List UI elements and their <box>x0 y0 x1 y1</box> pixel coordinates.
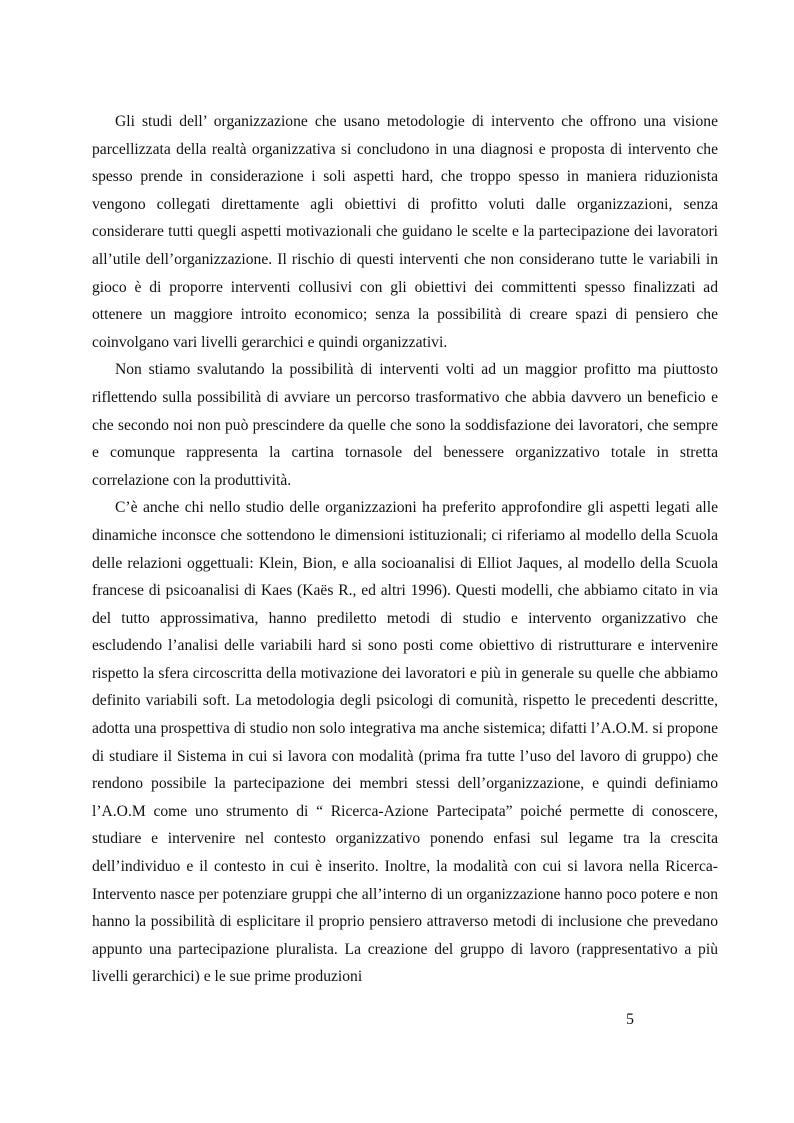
page-number: 5 <box>626 1011 634 1028</box>
paragraph-2: Non stiamo svalutando la possibilità di interventi volti ad un maggior profitto ma piuttosto riflettendo sulla possibilità di avviare un percorso trasformativo che abbia davvero un beneficio e che secondo noi non può prescindere da quelle che sono la soddisfazione dei lavoratori, che sempre e comunque rappresenta la cartina tornasole del benessere organizzativo totale in stretta correlazione con la produttività. <box>92 361 718 489</box>
paragraph-1: Gli studi dell’ organizzazione che usano metodologie di intervento che offrono una visione parcellizzata della realtà organizzativa si concludono in una diagnosi e proposta di intervento che spesso prende in considerazione i soli aspetti hard, che troppo spesso in maniera riduzionista vengono collegati direttamente agli obiettivi di profitto voluti dalle organizzazioni, senza considerare tutti quegli aspetti motivazionali che guidano le scelte e la partecipazione dei lavoratori all’utile dell’organizzazione. Il rischio di questi interventi che non considerano tutte le variabili in gioco è di proporre interventi collusivi con gli obiettivi dei committenti spesso finalizzati ad ottenere un maggiore introito economico; senza la possibilità di creare spazi di pensiero che coinvolgano vari livelli gerarchici e quindi organizzativi. <box>92 113 718 351</box>
paragraph-3: C’è anche chi nello studio delle organizzazioni ha preferito approfondire gli aspetti legati alle dinamiche inconsce che sottendono le dimensioni istituzionali; ci riferiamo al modello della Scuola delle relazioni oggettuali: Klein, Bion, e alla socioanalisi di Elliot Jaques, al modello della Scuola francese di psicoanalisi di Kaes (Kaës R., ed altri 1996). Questi modelli, che abbiamo citato in via del tutto approssimativa, hanno prediletto metodi di studio e intervento organizzativo che escludendo l’analisi delle variabili hard si sono posti come obiettivo di ristrutturare e intervenire rispetto la sfera circoscritta della motivazione dei lavoratori e più in generale su quelle che abbiamo definito variabili soft. La metodologia degli psicologi di comunità, rispetto le precedenti descritte, adotta una prospettiva di studio non solo integrativa ma anche sistemica; difatti l’A.O.M. si propone di studiare il Sistema in cui si lavora con modalità (prima fra tutte l’uso del lavoro di gruppo) che rendono possibile la partecipazione dei membri stessi dell’organizzazione, e quindi definiamo l’A.O.M come uno strumento di “ Ricerca-Azione Partecipata” poiché permette di conoscere, studiare e intervenire nel contesto organizzativo ponendo enfasi sul legame tra la crescita dell’individuo e il contesto in cui è inserito. Inoltre, la modalità con cui si lavora nella Ricerca-Intervento nasce per potenziare gruppi che all’interno di un organizzazione hanno poco potere e non hanno la possibilità di esplicitare il proprio pensiero attraverso metodi di inclusione che prevedano appunto una partecipazione pluralista. La creazione del gruppo di lavoro (rappresentativo a più livelli gerarchici) e le sue prime produzioni <box>92 499 718 986</box>
body-text <box>92 108 718 991</box>
